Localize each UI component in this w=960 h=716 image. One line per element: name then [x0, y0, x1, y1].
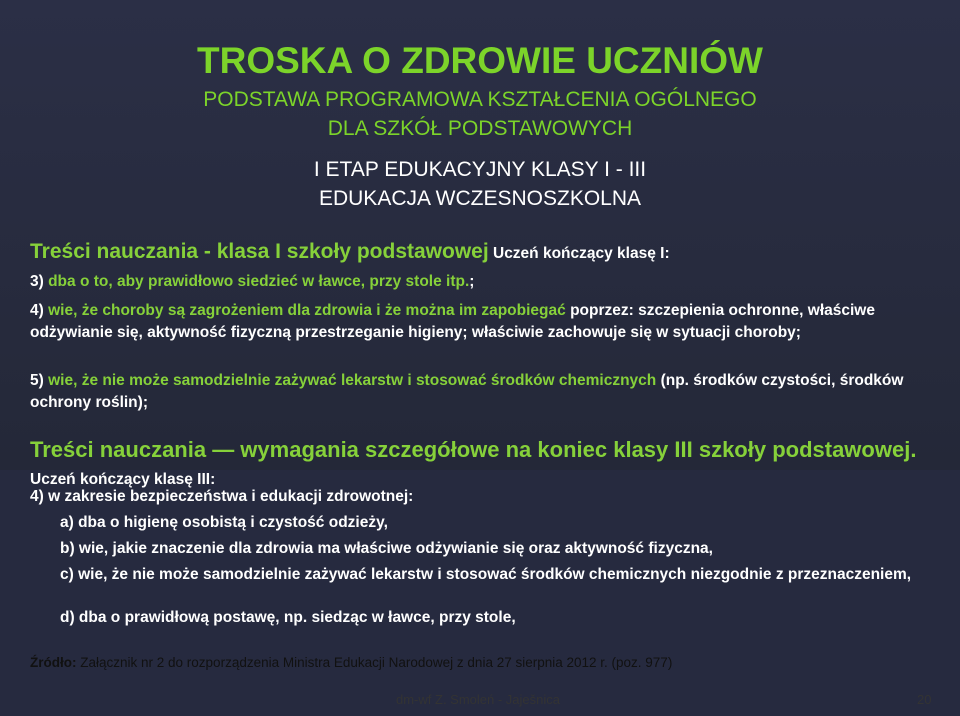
section1-heading: Treści nauczania - klasa I szkoły podstawowej Uczeń kończący klasę I:: [30, 240, 670, 263]
stage-heading: I ETAP EDUKACYJNY KLASY I - III: [313, 158, 647, 181]
source-citation: Źródło: Załącznik nr 2 do rozporządzenia Ministra Edukacji Narodowej z dnia 27 sierpnia 2012 r. (poz. 977): [30, 655, 673, 670]
section1-item4: 4) wie, że choroby są zagrożeniem dla zdrowia i że można im zapobiegać poprzez: szczepienia ochronne, właściwe odżywianie się, aktywność fizyczną przestrzeganie higieny; właściwie zachowuje się w sytuacji choroby;: [30, 302, 875, 341]
stage-subheading: EDUKACJA WCZESNOSZKOLNA: [318, 187, 642, 210]
subtitle-line-2: DLA SZKÓŁ PODSTAWOWYCH: [327, 117, 633, 140]
section2-item4: 4) w zakresie bezpieczeństwa i edukacji zdrowotnej:: [30, 488, 414, 505]
section2-item-d: d) dba o prawidłową postawę, np. siedząc w ławce, przy stole,: [60, 609, 516, 626]
page-number: 20: [917, 692, 932, 707]
section1-item3: 3) dba o to, aby prawidłowo siedzieć w ławce, przy stole itp.;: [30, 273, 475, 290]
section2-item-a: a) dba o higienę osobistą i czystość odzieży,: [60, 514, 388, 531]
section2-heading: Treści nauczania — wymagania szczegółowe na koniec klasy III szkoły podstawowej. Uczeń kończący klasę III:: [30, 437, 917, 488]
section1-item5: 5) wie, że nie może samodzielnie zażywać lekarstw i stosować środków chemicznych (np. środków czystości, środków ochrony roślin);: [30, 372, 904, 411]
subtitle-line-1: PODSTAWA PROGRAMOWA KSZTAŁCENIA OGÓLNEGO: [203, 88, 757, 111]
footer-author: dm-wf Z. Smoleń - Jaješnica: [396, 692, 560, 707]
slide-title: TROSKA O ZDROWIE UCZNIÓW: [197, 40, 763, 81]
section2-item-b: b) wie, jakie znaczenie dla zdrowia ma właściwe odżywianie się oraz aktywność fizyczna,: [60, 540, 713, 557]
section2-item-c: c) wie, że nie może samodzielnie zażywać lekarstw i stosować środków chemicznych niezgodnie z przeznaczeniem,: [60, 566, 912, 583]
